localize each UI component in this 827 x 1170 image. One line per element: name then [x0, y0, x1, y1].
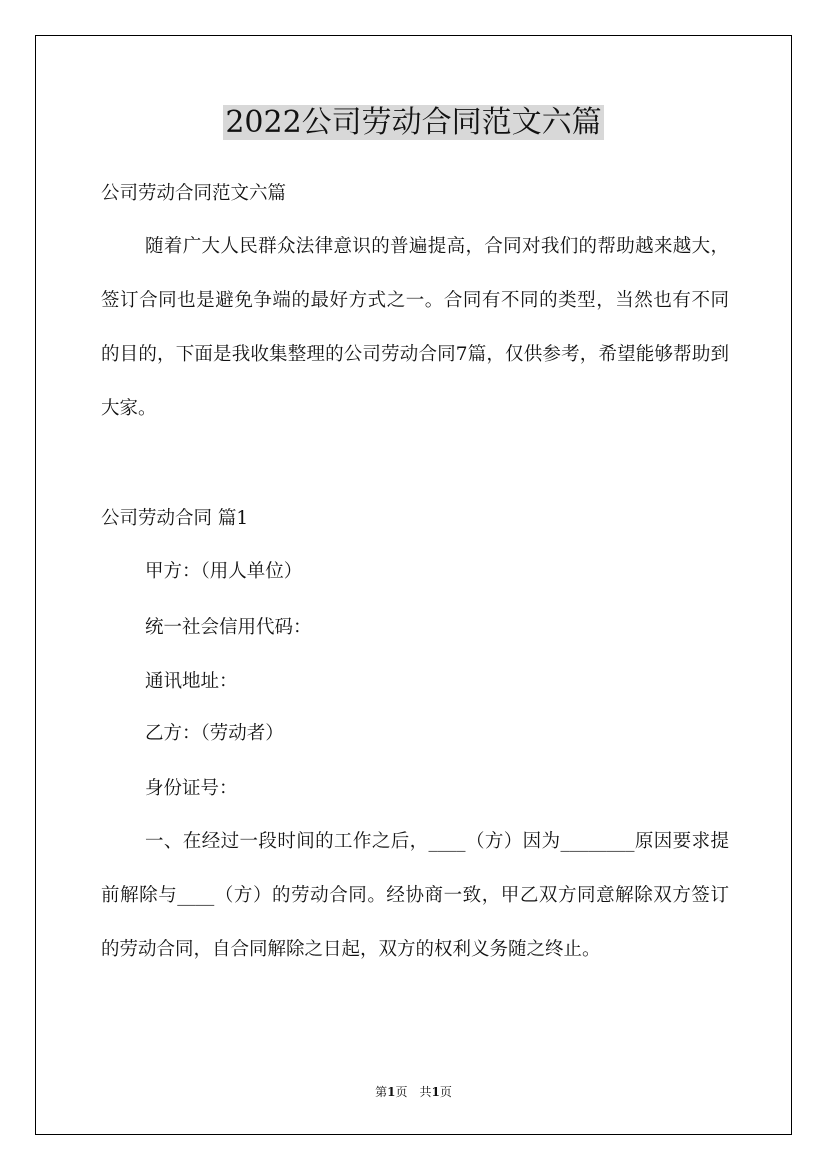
- party-a-field: 甲方：（用人单位）: [145, 561, 303, 582]
- page-footer: [0, 1084, 827, 1100]
- address-field: 通讯地址：: [145, 671, 238, 692]
- footer-page-total: 1: [431, 1085, 440, 1099]
- document-title: [0, 103, 827, 143]
- footer-page-number: 1: [387, 1085, 396, 1099]
- footer-suffix: 页: [439, 1085, 452, 1099]
- document-title-text: 2022公司劳动合同范文六篇: [225, 105, 602, 140]
- clause-1-paragraph: 一、在经过一段时间的工作之后，____（方）因为________原因要求提前解除与____（方）的劳动合同。经协商一致，甲乙双方同意解除双方签订的劳动合同，自合同解除之日起，双方的权利义务随之终止。: [101, 831, 729, 960]
- party-b-field: 乙方：（劳动者）: [145, 723, 284, 744]
- credit-code-field: 统一社会信用代码：: [145, 617, 312, 638]
- document-subtitle: 公司劳动合同范文六篇: [101, 183, 287, 204]
- id-number-field: 身份证号：: [145, 778, 238, 799]
- footer-mid: 页 共: [395, 1085, 432, 1099]
- intro-paragraph: 随着广大人民群众法律意识的普遍提高，合同对我们的帮助越来越大，签订合同也是避免争端的最好方式之一。合同有不同的类型，当然也有不同的目的，下面是我收集整理的公司劳动合同7篇，仅供参考，希望能够帮助到大家。: [101, 236, 729, 419]
- footer-prefix: 第: [375, 1085, 388, 1099]
- section-heading: 公司劳动合同 篇1: [101, 508, 249, 529]
